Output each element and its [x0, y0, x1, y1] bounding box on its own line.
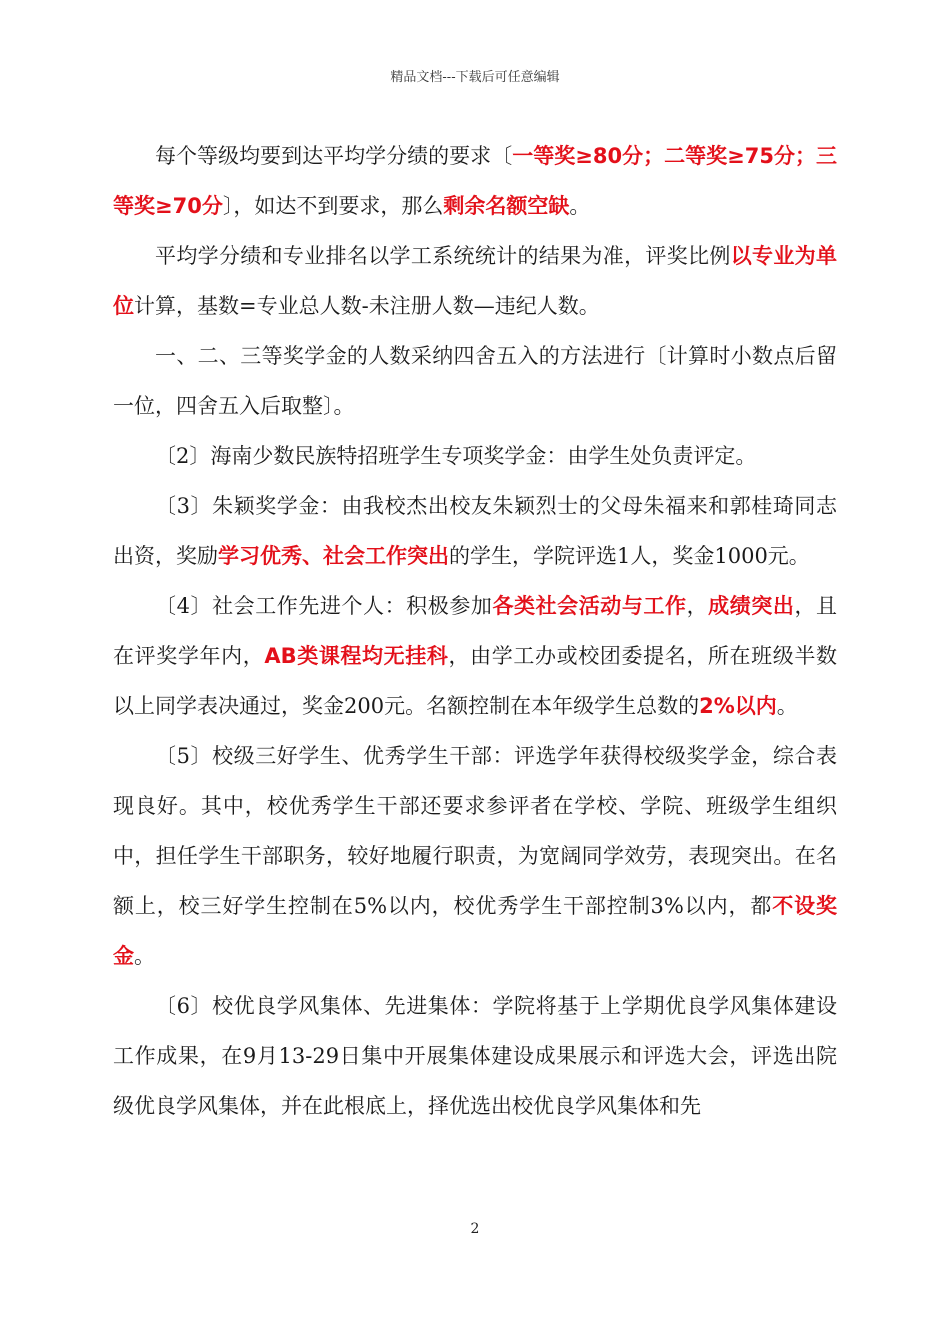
- highlighted-text: 以专业为单位: [113, 244, 838, 318]
- highlighted-text: 2%以内: [699, 694, 777, 718]
- body-text: 。: [134, 944, 155, 968]
- paragraph: [113, 981, 837, 1131]
- paragraph: [113, 131, 837, 231]
- body-text: 的学生，学院评选1人，奖金1000元。: [449, 544, 810, 568]
- highlighted-text: 各类社会活动与工作: [492, 594, 687, 618]
- highlighted-text: AB类课程均无挂科: [264, 644, 449, 668]
- body-text: ，且在评奖学年内，: [113, 594, 838, 668]
- highlighted-text: 一等奖≥80分；二等奖≥75分；三等奖≥70分: [113, 144, 838, 218]
- document-body: [113, 131, 837, 1131]
- body-text: 。: [776, 694, 798, 718]
- body-text: 每个等级均要到达平均学分绩的要求〔: [155, 144, 513, 168]
- body-text: 〔6〕校优良学风集体、先进集体：学院将基于上学期优良学风集体建设工作成果，在9月13-29日集中开展集体建设成果展示和评选大会，评选出院级优良学风集体，并在此根底上，择优选出校优良学风集体和先: [113, 994, 837, 1118]
- body-text: 〔2〕海南少数民族特招班学生专项奖学金：由学生处负责评定。: [155, 444, 757, 468]
- body-text: 〕，如达不到要求，那么: [222, 194, 444, 218]
- highlighted-text: 不设奖金: [113, 894, 837, 968]
- paragraph: [113, 581, 837, 731]
- body-text: ，由学工办或校团委提名，所在班级半数以上同学表决通过，奖金200元。名额控制在本年级学生总数的: [113, 644, 838, 718]
- page-number: 2: [470, 1221, 480, 1237]
- highlighted-text: 成绩突出: [708, 594, 795, 618]
- body-text: 〔3〕朱颖奖学金：由我校杰出校友朱颖烈士的父母朱福来和郭桂琦同志出资，奖励: [113, 494, 837, 568]
- paragraph: [113, 481, 837, 581]
- paragraph: [113, 231, 837, 331]
- body-text: 〔4〕社会工作先进个人：积极参加: [155, 594, 493, 618]
- body-text: 一、二、三等奖学金的人数采纳四舍五入的方法进行〔计算时小数点后留一位，四舍五入后取整〕。: [113, 344, 837, 418]
- body-text: 。: [569, 194, 591, 218]
- paragraph: [113, 331, 837, 431]
- body-text: ，: [686, 594, 709, 618]
- body-text: 计算，基数=专业总人数-未注册人数—违纪人数。: [134, 294, 600, 318]
- body-text: 〔5〕校级三好学生、优秀学生干部：评选学年获得校级奖学金，综合表现良好。其中，校优秀学生干部还要求参评者在学校、学院、班级学生组织中，担任学生干部职务，较好地履行职责，为宽阔同学效劳，表现突出。在名额上，校三好学生控制在5%以内，校优秀学生干部控制3%以内，都: [113, 744, 837, 918]
- body-text: 平均学分绩和专业排名以学工系统统计的结果为准，评奖比例: [155, 244, 731, 268]
- highlighted-text: 学习优秀、社会工作突出: [218, 544, 449, 568]
- highlighted-text: 剩余名额空缺: [443, 194, 570, 218]
- page-header: 精品文档---下载后可任意编辑: [390, 70, 560, 85]
- paragraph: [113, 731, 837, 981]
- paragraph: [113, 431, 837, 481]
